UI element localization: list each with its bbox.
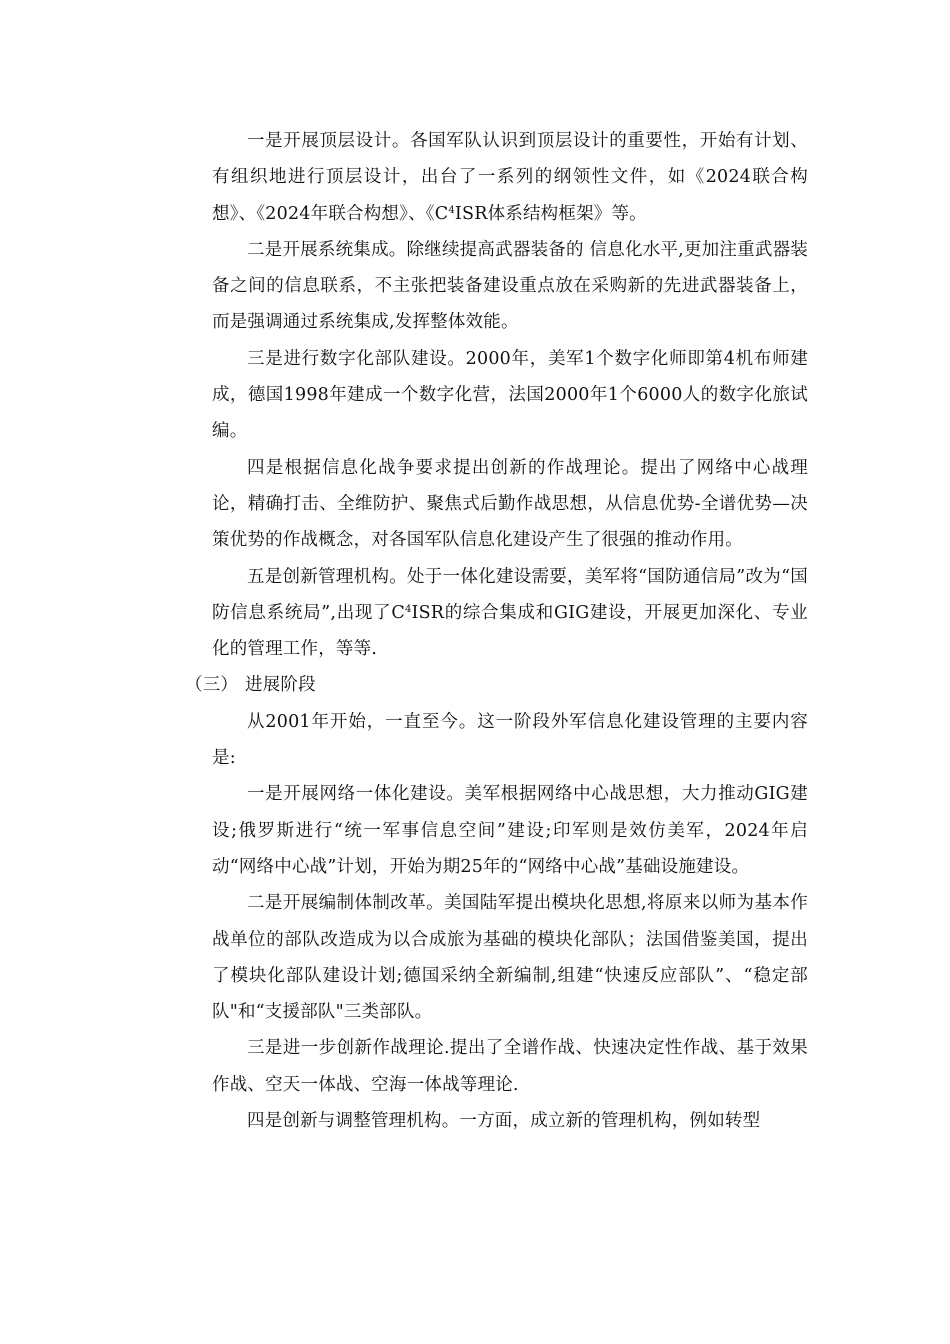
paragraph-phase-intro: 从2001年开始，一直至今。这一阶段外军信息化建设管理的主要内容是: — [212, 711, 808, 769]
paragraph-operational-theory-innovation: 三是进一步创新作战理论.提出了全谱作战、快速决定性作战、基于效果作战、空天一体战、空海一体战等理论. — [212, 1038, 808, 1095]
paragraph-organization-reform: 二是开展编制体制改革。美国陆军提出模块化思想,将原来以师为基本作战单位的部队改造成为以合成旅为基础的模块化部队；法国借鉴美国，提出了模块化部队建设计划;德国采纳全新编制,组建“快速反应部队”、“稳定部队"和“支援部队"三类部队。 — [212, 893, 808, 1023]
paragraph-digital-forces: 三是进行数字化部队建设。2000年，美军1个数字化师即第4机布师建成，德国1998年建成一个数字化营，法国2000年1个6000人的数字化旅试编。 — [212, 348, 808, 442]
document-body — [185, 123, 808, 1139]
section-heading-number: （三） — [185, 675, 239, 696]
paragraph-operational-theory: 四是根据信息化战争要求提出创新的作战理论。提出了网络中心战理论，精确打击、全维防护、聚焦式后勤作战思想，从信息优势-全谱优势—决策优势的作战概念，对各国军队信息化建设产生了很强的推动作用。 — [212, 457, 808, 551]
paragraph-network-integration: 一是开展网络一体化建设。美军根据网络中心战思想，大力推动GIG建设;俄罗斯进行“统一军事信息空间”建设;印军则是效仿美军，2024年启动“网络中心战”计划，开始为期25年的“网络中心战”基础设施建设。 — [212, 784, 808, 877]
paragraph-management-agencies: 五是创新管理机构。处于一体化建设需要，美军将“国防通信局”改为“国防信息系统局”,出现了$C^4ISR$的综合集成和GIG建设，开展更加深化、专业化的管理工作，等等. — [212, 566, 808, 660]
section-heading — [185, 667, 808, 703]
paragraph-top-level-design: 一是开展顶层设计。各国军队认识到顶层设计的重要性，开始有计划、有组织地进行顶层设计，出台了一系列的纲领性文件，如《2024联合构想》、《2024年联合构想》、《$C^4ISR$体系结构框架》等。 — [212, 131, 808, 224]
paragraph-agency-adjustment: 四是创新与调整管理机构。一方面，成立新的管理机构，例如转型 — [247, 1111, 761, 1132]
paragraph-system-integration: 二是开展系统集成。除继续提高武器装备的 信息化水平,更加注重武器装备之间的信息联系，不主张把装备建设重点放在采购新的先进武器装备上，而是强调通过系统集成,发挥整体效能。 — [212, 239, 808, 333]
section-heading-title: 进展阶段 — [245, 675, 316, 696]
